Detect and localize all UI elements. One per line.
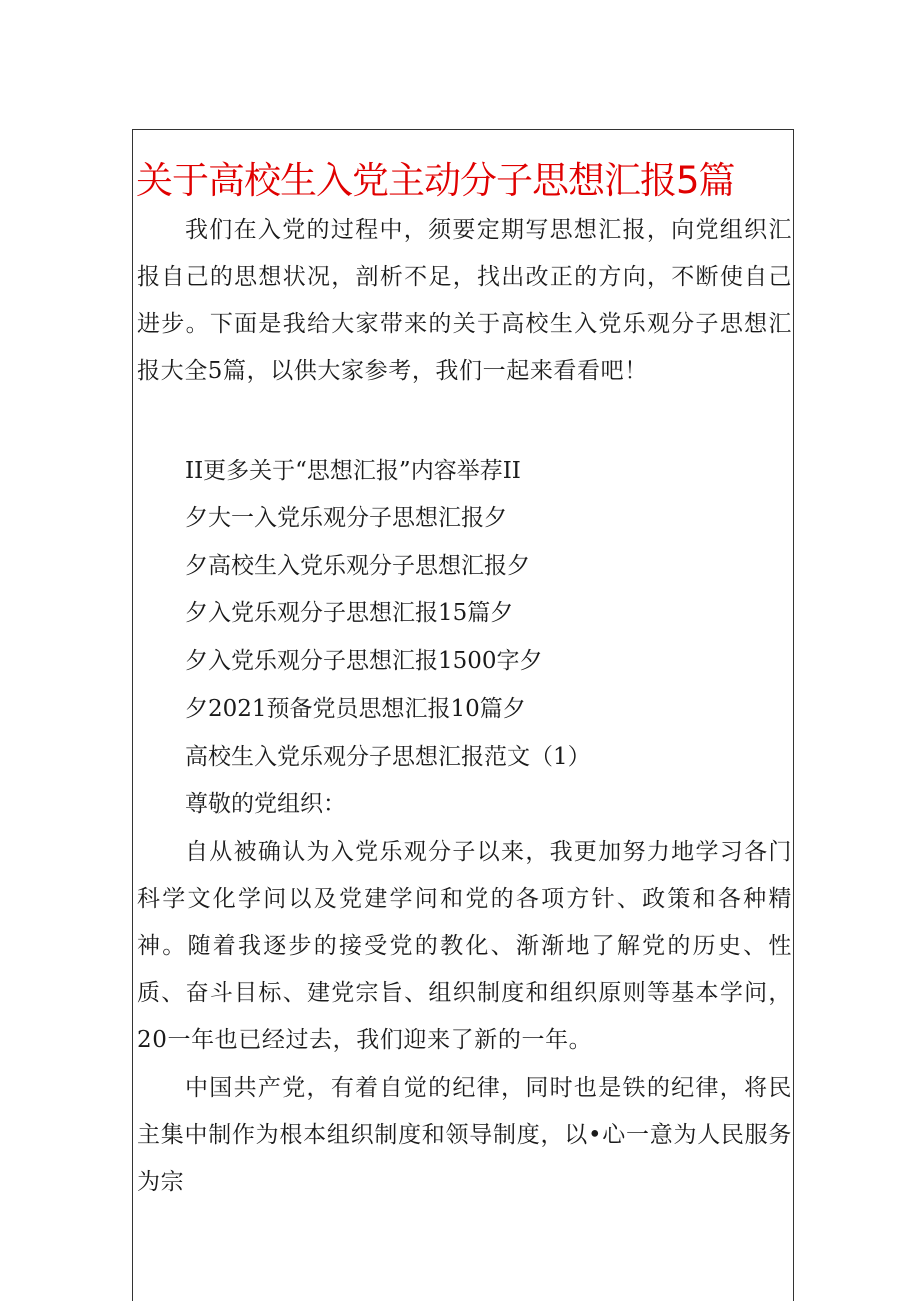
- related-link[interactable]: 夕入党乐观分子思想汇报15篇夕: [185, 600, 514, 626]
- body-paragraph: 中国共产党，有着自觉的纪律，同时也是铁的纪律，将民主集中制作为根本组织制度和领导制度，以•心一意为人民服务为宗: [137, 1075, 792, 1195]
- intro-paragraph: 我们在入党的过程中，须要定期写思想汇报，向党组织汇报自己的思想状况，剖析不足，找出改正的方向，不断使自己进步。下面是我给大家带来的关于高校生入党乐观分子思想汇报大全5篇，以供大家参考，我们一起来看看吧！: [137, 217, 792, 384]
- body-paragraph: 自从被确认为入党乐观分子以来，我更加努力地学习各门科学文化学问以及党建学问和党的各项方针、政策和各种精神。随着我逐步的接受党的教化、渐渐地了解党的历史、性质、奋斗目标、建党宗旨、组织制度和组织原则等基本学问，20一年也已经过去，我们迎来了新的一年。: [137, 839, 792, 1053]
- related-link[interactable]: 夕2021预备党员思想汇报10篇夕: [185, 696, 526, 722]
- related-link[interactable]: 夕高校生入党乐观分子思想汇报夕: [185, 553, 530, 579]
- document-title: 关于高校生入党主动分子思想汇报5篇: [136, 158, 735, 202]
- related-link[interactable]: 夕入党乐观分子思想汇报1500字夕: [185, 648, 543, 674]
- section-title: 高校生入党乐观分子思想汇报范文（1）: [185, 744, 591, 770]
- more-content-heading: II更多关于“思想汇报”内容举荐II: [185, 458, 521, 484]
- salutation: 尊敬的党组织：: [185, 791, 346, 817]
- related-link[interactable]: 夕大一入党乐观分子思想汇报夕: [185, 505, 507, 531]
